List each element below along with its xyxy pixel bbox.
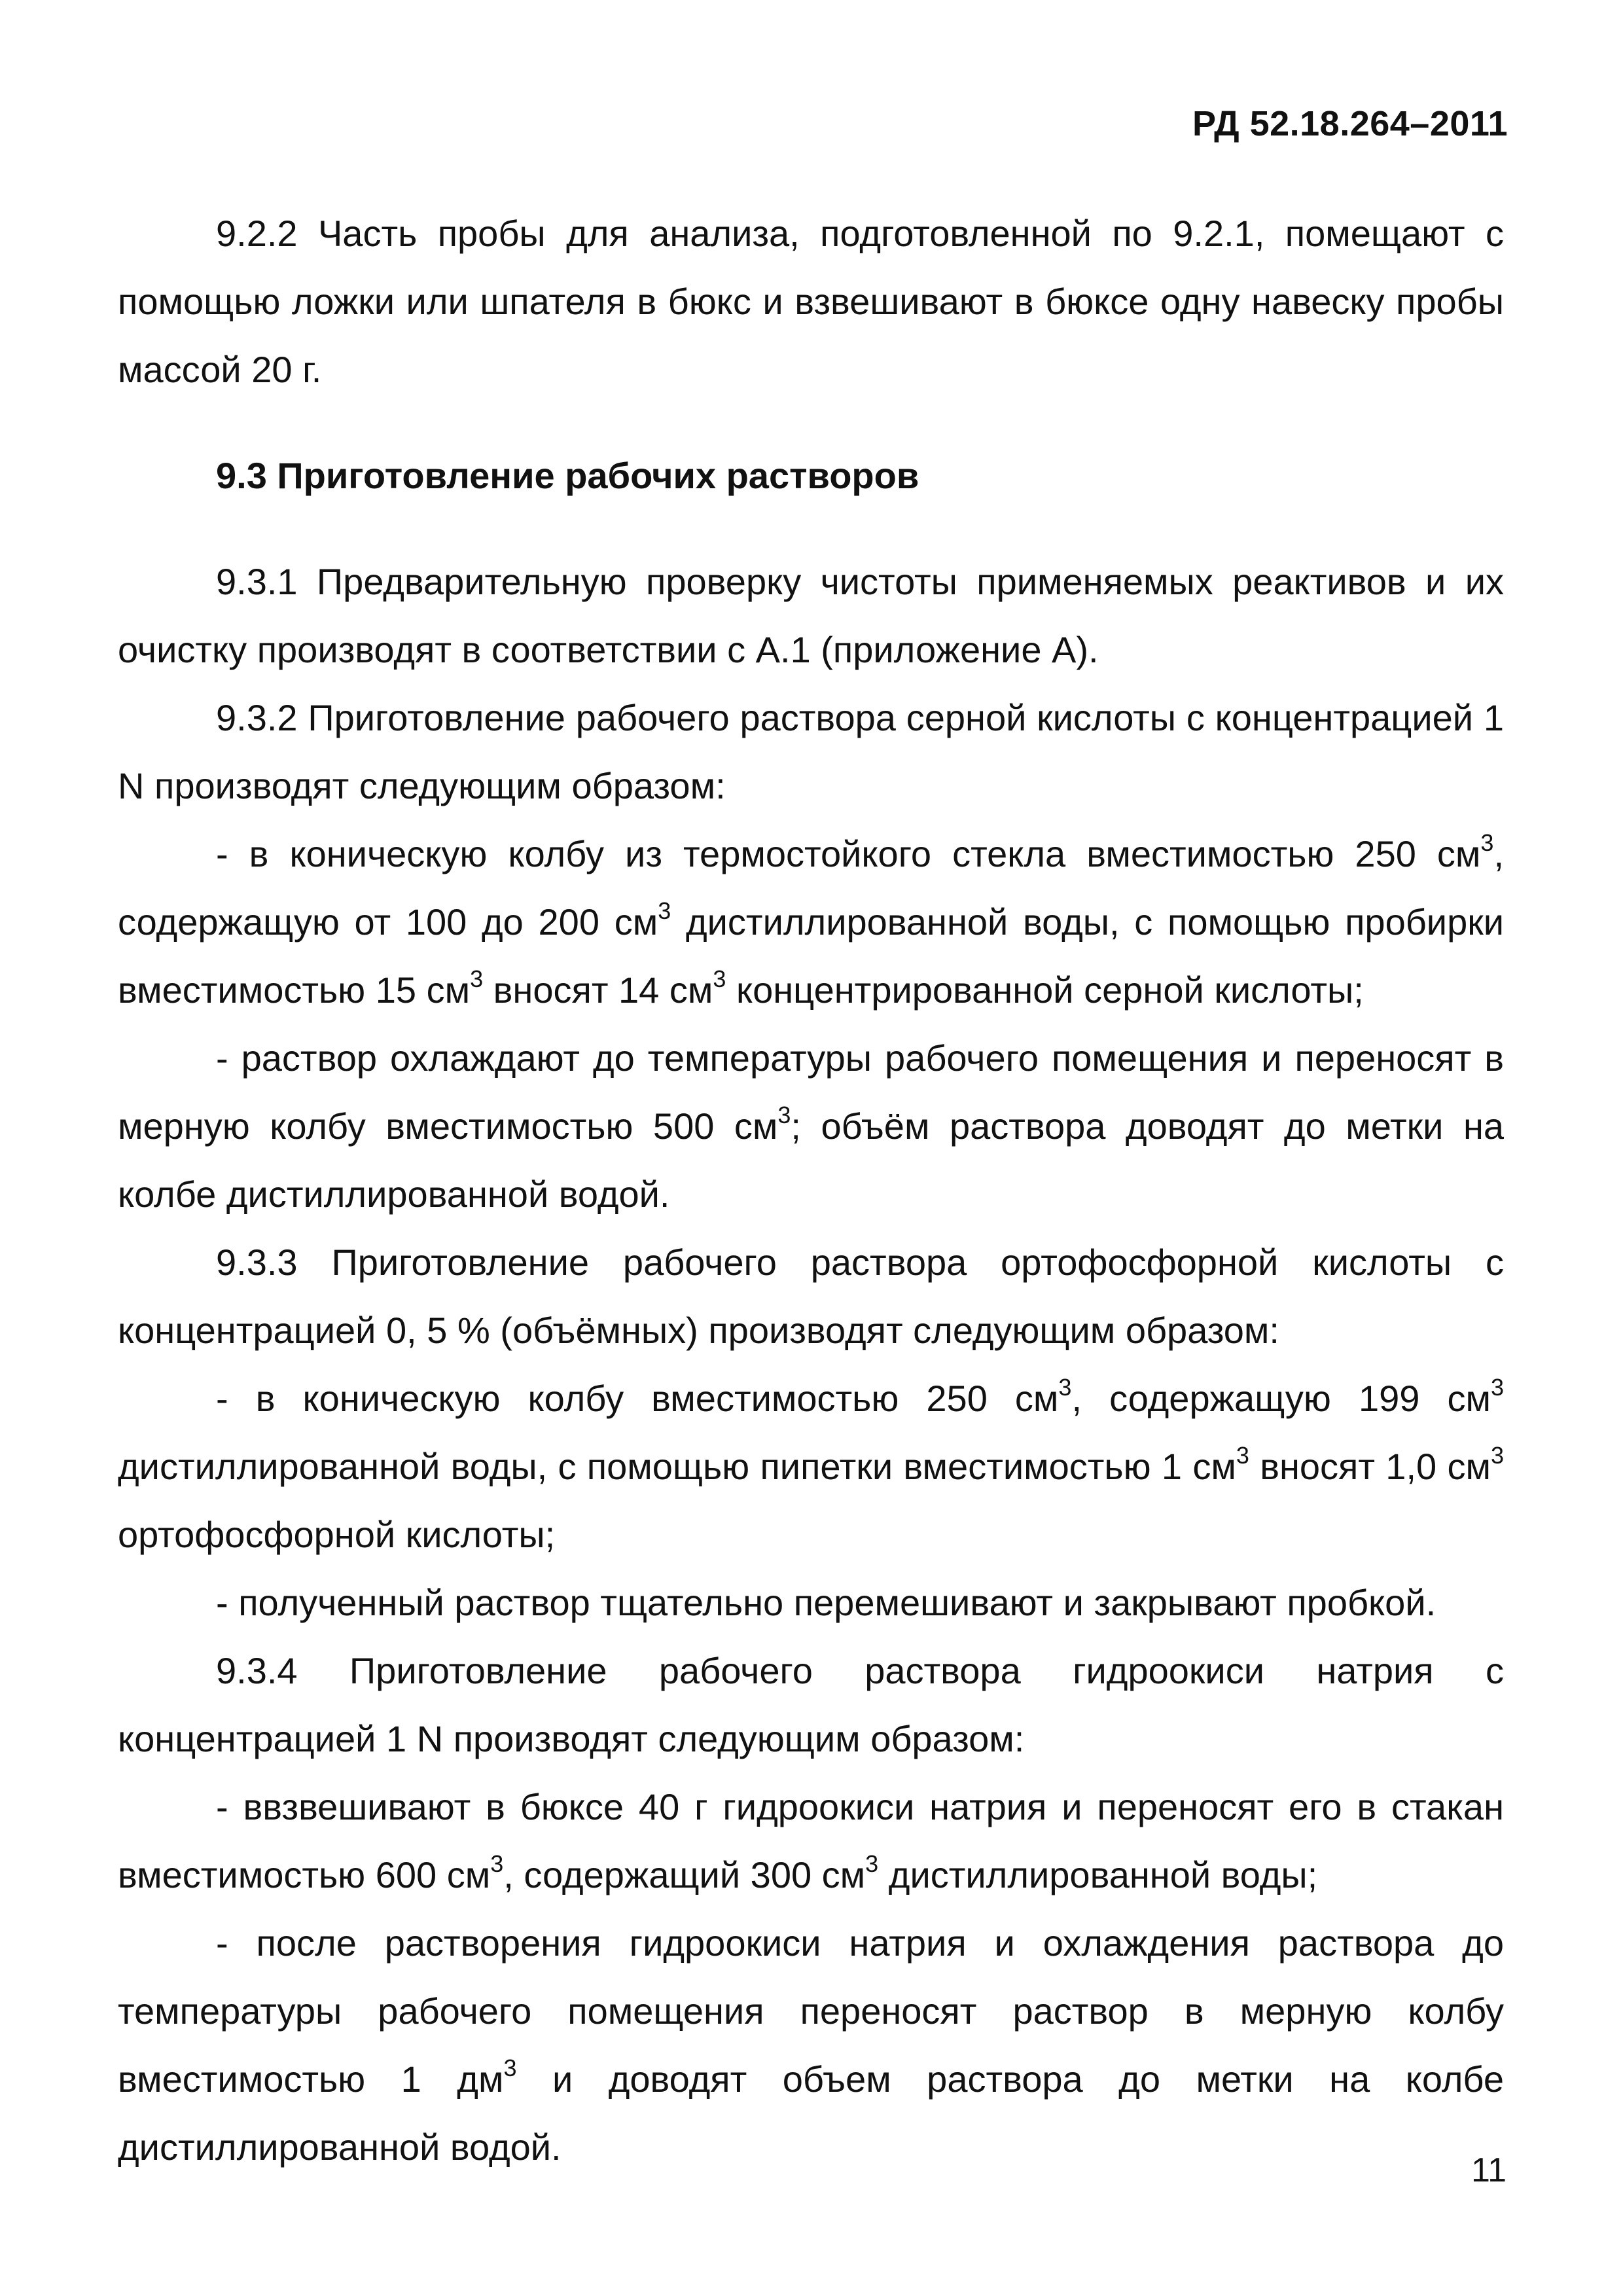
text-run: концентрированной серной кислоты; xyxy=(726,969,1364,1011)
text-run: дистиллированной воды, с помощью пробирки вместимостью 15 см xyxy=(118,901,1504,1011)
text-run: дистиллированной воды; xyxy=(878,1854,1318,1895)
text-run: - ввзвешивают в бюксе 40 г гидроокиси натрия и переносят его в стакан вместимостью 600 см xyxy=(118,1786,1504,1895)
text-run: - после растворения гидроокиси натрия и охлаждения раствора до температуры рабочего помещения переносят раствор в мерную колбу вместимостью 1 дм xyxy=(118,1922,1504,2100)
paragraph-9-3-3: 9.3.3 Приготовление рабочего раствора ортофосфорной кислоты с концентрацией 0, 5 % (объёмных) производят следующим образом: xyxy=(118,1242,1504,1351)
text-run: ; объём раствора доводят до метки на колбе дистиллированной водой. xyxy=(118,1105,1505,1215)
superscript: 3 xyxy=(470,965,484,992)
superscript: 3 xyxy=(1490,1374,1505,1401)
superscript: 3 xyxy=(490,1850,504,1877)
superscript: 3 xyxy=(865,1850,879,1877)
paragraph-9-3-4: 9.3.4 Приготовление рабочего раствора гидроокиси натрия с концентрацией 1 N производят следующим образом: xyxy=(118,1650,1504,1759)
superscript: 3 xyxy=(1480,829,1494,856)
superscript: 3 xyxy=(1490,1442,1504,1469)
paragraph-9-3-1: 9.3.1 Предварительную проверку чистоты применяемых реактивов и их очистку производят в соответствии с А.1 (приложение А). xyxy=(118,561,1504,670)
superscript: 3 xyxy=(503,2054,517,2081)
section-heading-9-3: 9.3 Приготовление рабочих растворов xyxy=(216,455,919,496)
superscript: 3 xyxy=(1058,1374,1072,1401)
text-run: , содержащую 199 см xyxy=(1071,1378,1491,1419)
list-item-9-3-4-a xyxy=(118,1773,1504,1909)
text-run: , содержащую от 100 до 200 см xyxy=(118,833,1504,942)
document-body xyxy=(118,200,1504,2181)
list-item-9-3-4-b xyxy=(118,1909,1504,2181)
text-run: ортофосфорной кислоты; xyxy=(118,1514,556,1555)
text-run: дистиллированной воды, с помощью пипетки вместимостью 1 см xyxy=(118,1446,1236,1487)
list-item-9-3-3-a xyxy=(118,1365,1504,1569)
document-code: РД 52.18.264–2011 xyxy=(1192,104,1508,143)
text-run: вносят 14 см xyxy=(483,969,713,1011)
paragraph-9-3-2: 9.3.2 Приготовление рабочего раствора серной кислоты с концентрацией 1 N производят следующим образом: xyxy=(118,697,1504,806)
text-run: , содержащий 300 см xyxy=(503,1854,866,1895)
text-run: и доводят объем раствора до метки на колбе дистиллированной водой. xyxy=(118,2058,1504,2168)
list-item-9-3-3-b: - полученный раствор тщательно перемешивают и закрывают пробкой. xyxy=(216,1582,1436,1623)
superscript: 3 xyxy=(1236,1442,1249,1469)
text-run: - в коническую колбу вместимостью 250 см xyxy=(216,1378,1059,1419)
text-run: - в коническую колбу из термостойкого стекла вместимостью 250 см xyxy=(216,833,1481,874)
superscript: 3 xyxy=(777,1102,791,1128)
superscript: 3 xyxy=(658,897,671,924)
text-run: - раствор охлаждают до температуры рабочего помещения и переносят в мерную колбу вместимостью 500 см xyxy=(118,1037,1504,1147)
page-number: 11 xyxy=(1471,2151,1507,2189)
list-item-9-3-2-a xyxy=(118,820,1504,1024)
superscript: 3 xyxy=(713,965,726,992)
list-item-9-3-2-b xyxy=(118,1024,1504,1229)
text-run: вносят 1,0 см xyxy=(1249,1446,1491,1487)
paragraph-9-2-2: 9.2.2 Часть пробы для анализа, подготовленной по 9.2.1, помещают с помощью ложки или шпателя в бюкс и взвешивают в бюксе одну навеску пробы массой 20 г. xyxy=(118,213,1504,390)
